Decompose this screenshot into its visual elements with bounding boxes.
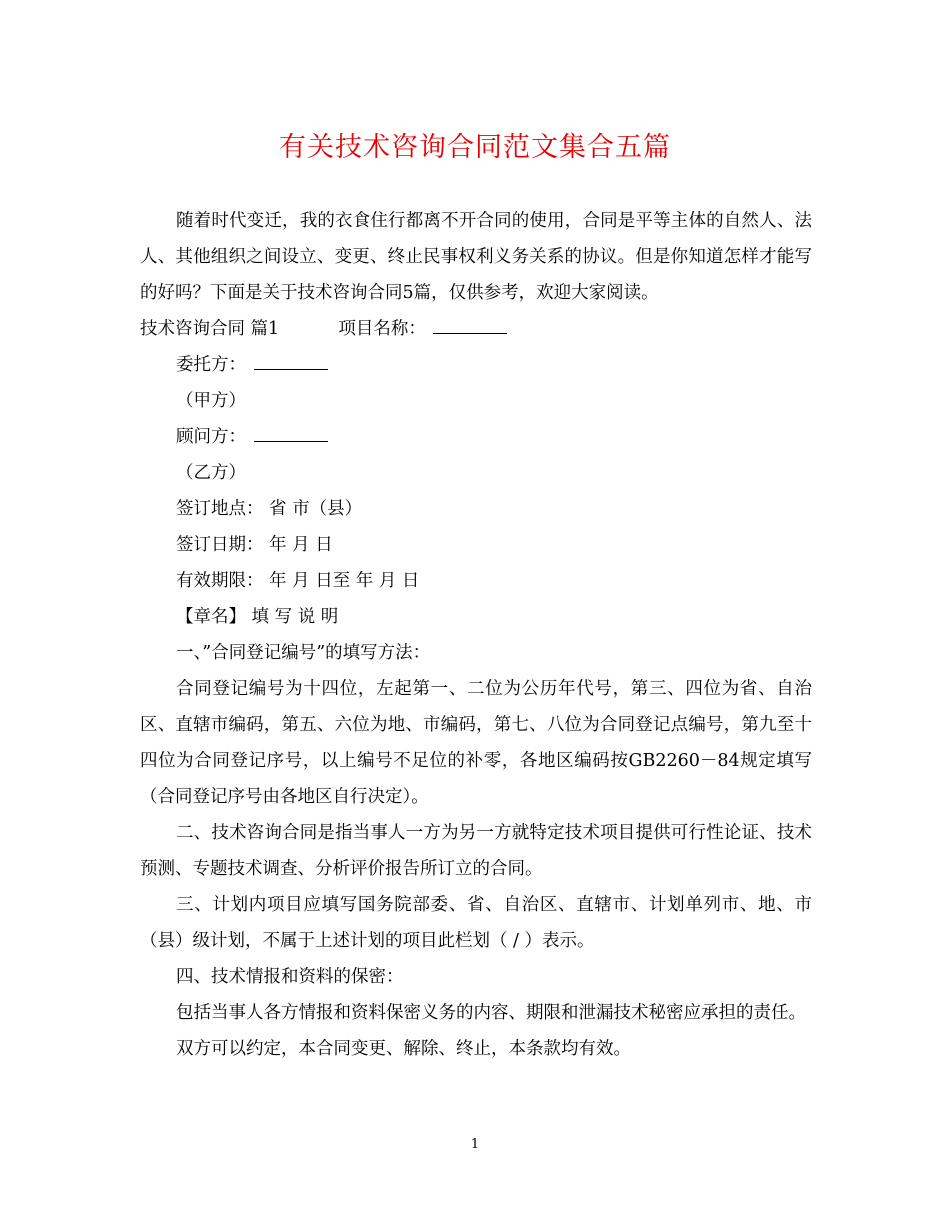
client-label: 委托方： (176, 355, 246, 375)
consultant-line (140, 419, 812, 455)
intro-paragraph: 随着时代变迁，我的衣食住行都离不开合同的使用，合同是平等主体的自然人、法人、其他组织之间设立、变更、终止民事权利义务关系的协议。但是你知道怎样才能写的好吗？下面是关于技术咨询合同5篇，仅供参考，欢迎大家阅读。 (140, 211, 812, 303)
project-name-label: 项目名称： (338, 319, 426, 339)
chapter-heading: 【章名】 填 写 说 明 (176, 607, 339, 627)
signing-place-line: 签订地点： 省 市（县） (176, 499, 363, 519)
client-line (140, 347, 812, 383)
document-body (140, 203, 812, 1067)
document-title: 有关技术咨询合同范文集合五篇 (279, 132, 671, 163)
item4-body: 包括当事人各方情报和资料保密义务的内容、期限和泄漏技术秘密应承担的责任。 (176, 1003, 806, 1023)
consultant-label: 顾问方： (176, 427, 246, 447)
project-name-blank (433, 315, 507, 334)
item2-paragraph: 二、技术咨询合同是指当事人一方为另一方就特定技术项目提供可行性论证、技术预测、专题技术调查、分析评价报告所订立的合同。 (140, 823, 812, 879)
item4-title: 四、技术情报和资料的保密： (176, 967, 404, 987)
party-a-line: （甲方） (176, 391, 246, 411)
item1-title: 一、”合同登记编号”的填写方法： (176, 643, 431, 663)
section-heading-line (140, 311, 812, 347)
consultant-blank (254, 423, 328, 442)
item4-note: 双方可以约定，本合同变更、解除、终止，本条款均有效。 (176, 1039, 631, 1059)
section-heading: 技术咨询合同 篇1 (140, 319, 280, 339)
client-blank (254, 351, 328, 370)
validity-period-line: 有效期限： 年 月 日至 年 月 日 (176, 571, 420, 591)
item1-body: 合同登记编号为十四位，左起第一、二位为公历年代号，第三、四位为省、自治区、直辖市编码，第五、六位为地、市编码，第七、八位为合同登记点编号，第九至十四位为合同登记序号，以上编号不足位的补零，各地区编码按GB2260－84规定填写（合同登记序号由各地区自行决定）。 (140, 679, 812, 807)
signing-date-line: 签订日期： 年 月 日 (176, 535, 333, 555)
party-b-line: （乙方） (176, 463, 246, 483)
item3-paragraph: 三、计划内项目应填写国务院部委、省、自治区、直辖市、计划单列市、地、市（县）级计划，不属于上述计划的项目此栏划（ / ）表示。 (140, 895, 812, 951)
page-number: 1 (470, 1137, 480, 1152)
